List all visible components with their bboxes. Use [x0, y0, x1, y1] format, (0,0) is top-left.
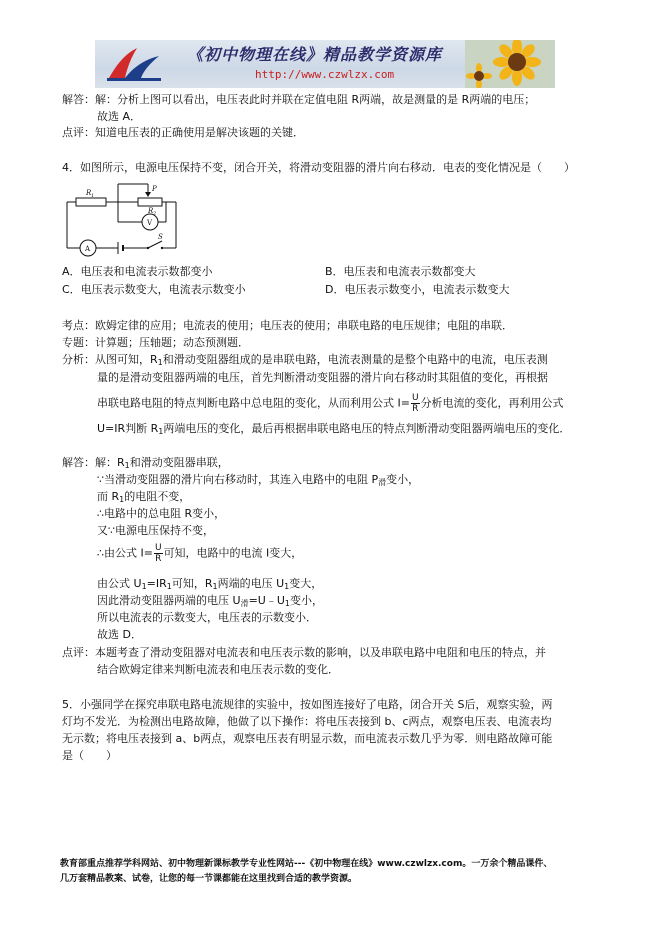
- q4-analysis-line4: [97, 421, 570, 438]
- option-c[interactable]: C．电压表示数变大，电流表示数变小: [62, 283, 246, 296]
- label-r1: R: [86, 189, 92, 197]
- label-r2-sub: 2: [153, 211, 157, 217]
- comment-text: 知道电压表的正确使用是解决该题的关键．: [95, 126, 304, 139]
- q5-line2: 灯均不发光．为检测出电路故障，他做了以下操作：将电压表接到 b、c两点，观察电压表、电流表均: [62, 715, 552, 728]
- solution-text: 和滑动变阻器串联，: [129, 456, 229, 469]
- analysis-text: 从图可知，R: [95, 353, 158, 366]
- q4-solution-line10: 故选 D．: [97, 628, 142, 641]
- comment-text: 本题考查了滑动变阻器对电流表和电压表示数的影响，以及串联电路中电阻和电压的特点，并: [95, 646, 546, 659]
- subscript: 1: [119, 495, 125, 504]
- site-logo-icon: [103, 44, 165, 84]
- q4-solution-line2: [97, 472, 419, 489]
- q4-kaodian: [62, 318, 513, 334]
- label-a: A: [85, 245, 91, 253]
- slider-arrow-icon: [145, 192, 151, 197]
- solution-text: 变小，: [386, 473, 420, 486]
- solution-text: 的电阻不变，: [124, 490, 191, 503]
- answer-label: 解答：: [62, 93, 95, 106]
- subscript: 1: [158, 427, 164, 436]
- option-a[interactable]: A．电压表和电流表示数都变小: [62, 265, 213, 278]
- q4-comment-line1: [62, 645, 546, 661]
- fraction-u-over-r: $\frac{U}{R}$: [411, 393, 419, 414]
- subscript: 滑: [240, 599, 249, 608]
- kaodian-text: 欧姆定律的应用；电流表的使用；电压表的使用；串联电路的电压规律；电阻的串联．: [95, 319, 513, 332]
- label-v: V: [147, 219, 153, 227]
- analysis-text: 两端电压的变化，最后再根据串联电路电压的特点判断滑动变阻器两端电压的变化．: [163, 422, 571, 435]
- solution-text: ∵当滑动变阻器的滑片向右移动时，其连入电路中的电阻 P: [97, 473, 379, 486]
- q4-solution-line4: ∴电路中的总电阻 R变小，: [97, 507, 226, 520]
- subscript: 滑: [378, 478, 387, 487]
- answer-text: 解：分析上图可以看出，电压表此时并联在定值电阻 R两端，故是测量的是 R两端的电压；: [95, 93, 536, 106]
- subscript: 1: [166, 582, 172, 591]
- comment-label: 点评：: [62, 126, 95, 139]
- q5-line3: 无示数；将电压表接到 a、b两点，观察电压表有明显示数，而电流表示数几乎为零．则电路故障可能: [62, 732, 553, 745]
- q4-solution-line6: [97, 543, 302, 564]
- subscript: 1: [212, 582, 218, 591]
- option-b[interactable]: B．电压表和电流表示数都变大: [325, 265, 476, 278]
- solution-text: 两端的电压 U: [217, 577, 285, 590]
- zhuanti-label: 专题：: [62, 336, 95, 349]
- q4-solution-line9: 所以电流表的示数变大，电压表的示数变小．: [97, 611, 317, 624]
- q5-line1: 5．小强同学在探究串联电路电流规律的实验中，按如图连接好了电路，闭合开关 S后，观察实验，两: [62, 698, 553, 711]
- solution-text: =IR: [146, 577, 167, 590]
- q4-comment-line2: 结合欧姆定律来判断电流表和电压表示数的变化．: [97, 663, 339, 676]
- solution-text: 而 R: [97, 490, 120, 503]
- label-r1-sub: 1: [91, 193, 95, 199]
- label-r2: R: [148, 207, 154, 215]
- solution-text: 可知，电路中的电流 I变大，: [163, 546, 303, 560]
- q4-solution-line7: [97, 576, 322, 593]
- q3-comment: [62, 125, 304, 141]
- solution-text: 变小，: [289, 594, 323, 607]
- q4-analysis-line2: 量的是滑动变阻器两端的电压，首先判断滑动变阻器的滑片向右移动时其阻值的变化，再根据: [97, 371, 548, 384]
- q4-analysis-line1: [62, 352, 548, 369]
- circuit-diagram: [62, 178, 182, 260]
- comment-label: 点评：: [62, 646, 95, 659]
- q4-solution-line5: 又∵电源电压保持不变，: [97, 524, 214, 537]
- q4-stem: 4．如图所示，电源电压保持不变，闭合开关，将滑动变阻器的滑片向右移动．电表的变化情况是（ ）: [62, 161, 575, 174]
- q3-answer-line1: [62, 92, 535, 108]
- analysis-text: 和滑动变阻器组成的是串联电路，电流表测量的是整个电路中的电流，电压表测: [162, 353, 548, 366]
- subscript: 1: [284, 582, 290, 591]
- analysis-text: U=IR判断 R: [97, 422, 159, 435]
- switch-icon: [148, 241, 162, 248]
- subscript: 1: [124, 461, 130, 470]
- resistor-r1: [76, 198, 106, 206]
- subscript: 1: [284, 599, 290, 608]
- solution-text: 因此滑动变阻器两端的电压 U: [97, 594, 241, 607]
- solution-label: 解答：: [62, 456, 95, 469]
- solution-text: ∴由公式 I=: [97, 546, 153, 560]
- label-s: S: [158, 233, 163, 241]
- subscript: 1: [141, 582, 147, 591]
- subscript: 1: [157, 358, 163, 367]
- zhuanti-text: 计算题；压轴题；动态预测题．: [95, 336, 249, 349]
- banner-title: 《初中物理在线》精品教学资源库: [187, 45, 443, 64]
- analysis-text: 分析电流的变化，再利用公式: [420, 396, 564, 410]
- solution-text: 由公式 U: [97, 577, 142, 590]
- q5-line4: 是（ ）: [62, 749, 117, 762]
- rheostat-r2: [138, 198, 162, 206]
- header-banner: [95, 40, 555, 88]
- footer-line1: 教育部重点推荐学科网站、初中物理新课标教学专业性网站---《初中物理在线》www.czwlzx.com。一万余个精品课件、: [60, 859, 553, 869]
- q4-analysis-line3: [97, 393, 564, 414]
- analysis-label: 分析：: [62, 353, 95, 366]
- solution-text: 解：R: [95, 456, 125, 469]
- option-d[interactable]: D．电压表示数变小，电流表示数变大: [325, 283, 510, 296]
- banner-url[interactable]: http://www.czwlzx.com: [255, 68, 395, 81]
- label-p: P: [152, 185, 157, 193]
- sunflower-icon: [465, 40, 555, 88]
- q3-answer-line2: 故选 A．: [97, 110, 142, 123]
- footer-line2: 几万套精品教案、试卷，让您的每一节课都能在这里找到合适的教学资源。: [60, 874, 358, 884]
- fraction-u-over-r: $\frac{U}{R}$: [154, 543, 162, 564]
- q4-solution-line8: [97, 593, 323, 610]
- solution-text: =U﹣U: [248, 594, 285, 607]
- q4-solution-line1: [62, 455, 229, 472]
- analysis-text: 串联电路电阻的特点判断电路中总电阻的变化，从而利用公式 I=: [97, 396, 410, 410]
- q4-solution-line3: [97, 489, 190, 506]
- q4-zhuanti: [62, 335, 249, 351]
- kaodian-label: 考点：: [62, 319, 95, 332]
- solution-text: 可知，R: [171, 577, 213, 590]
- solution-text: 变大，: [289, 577, 323, 590]
